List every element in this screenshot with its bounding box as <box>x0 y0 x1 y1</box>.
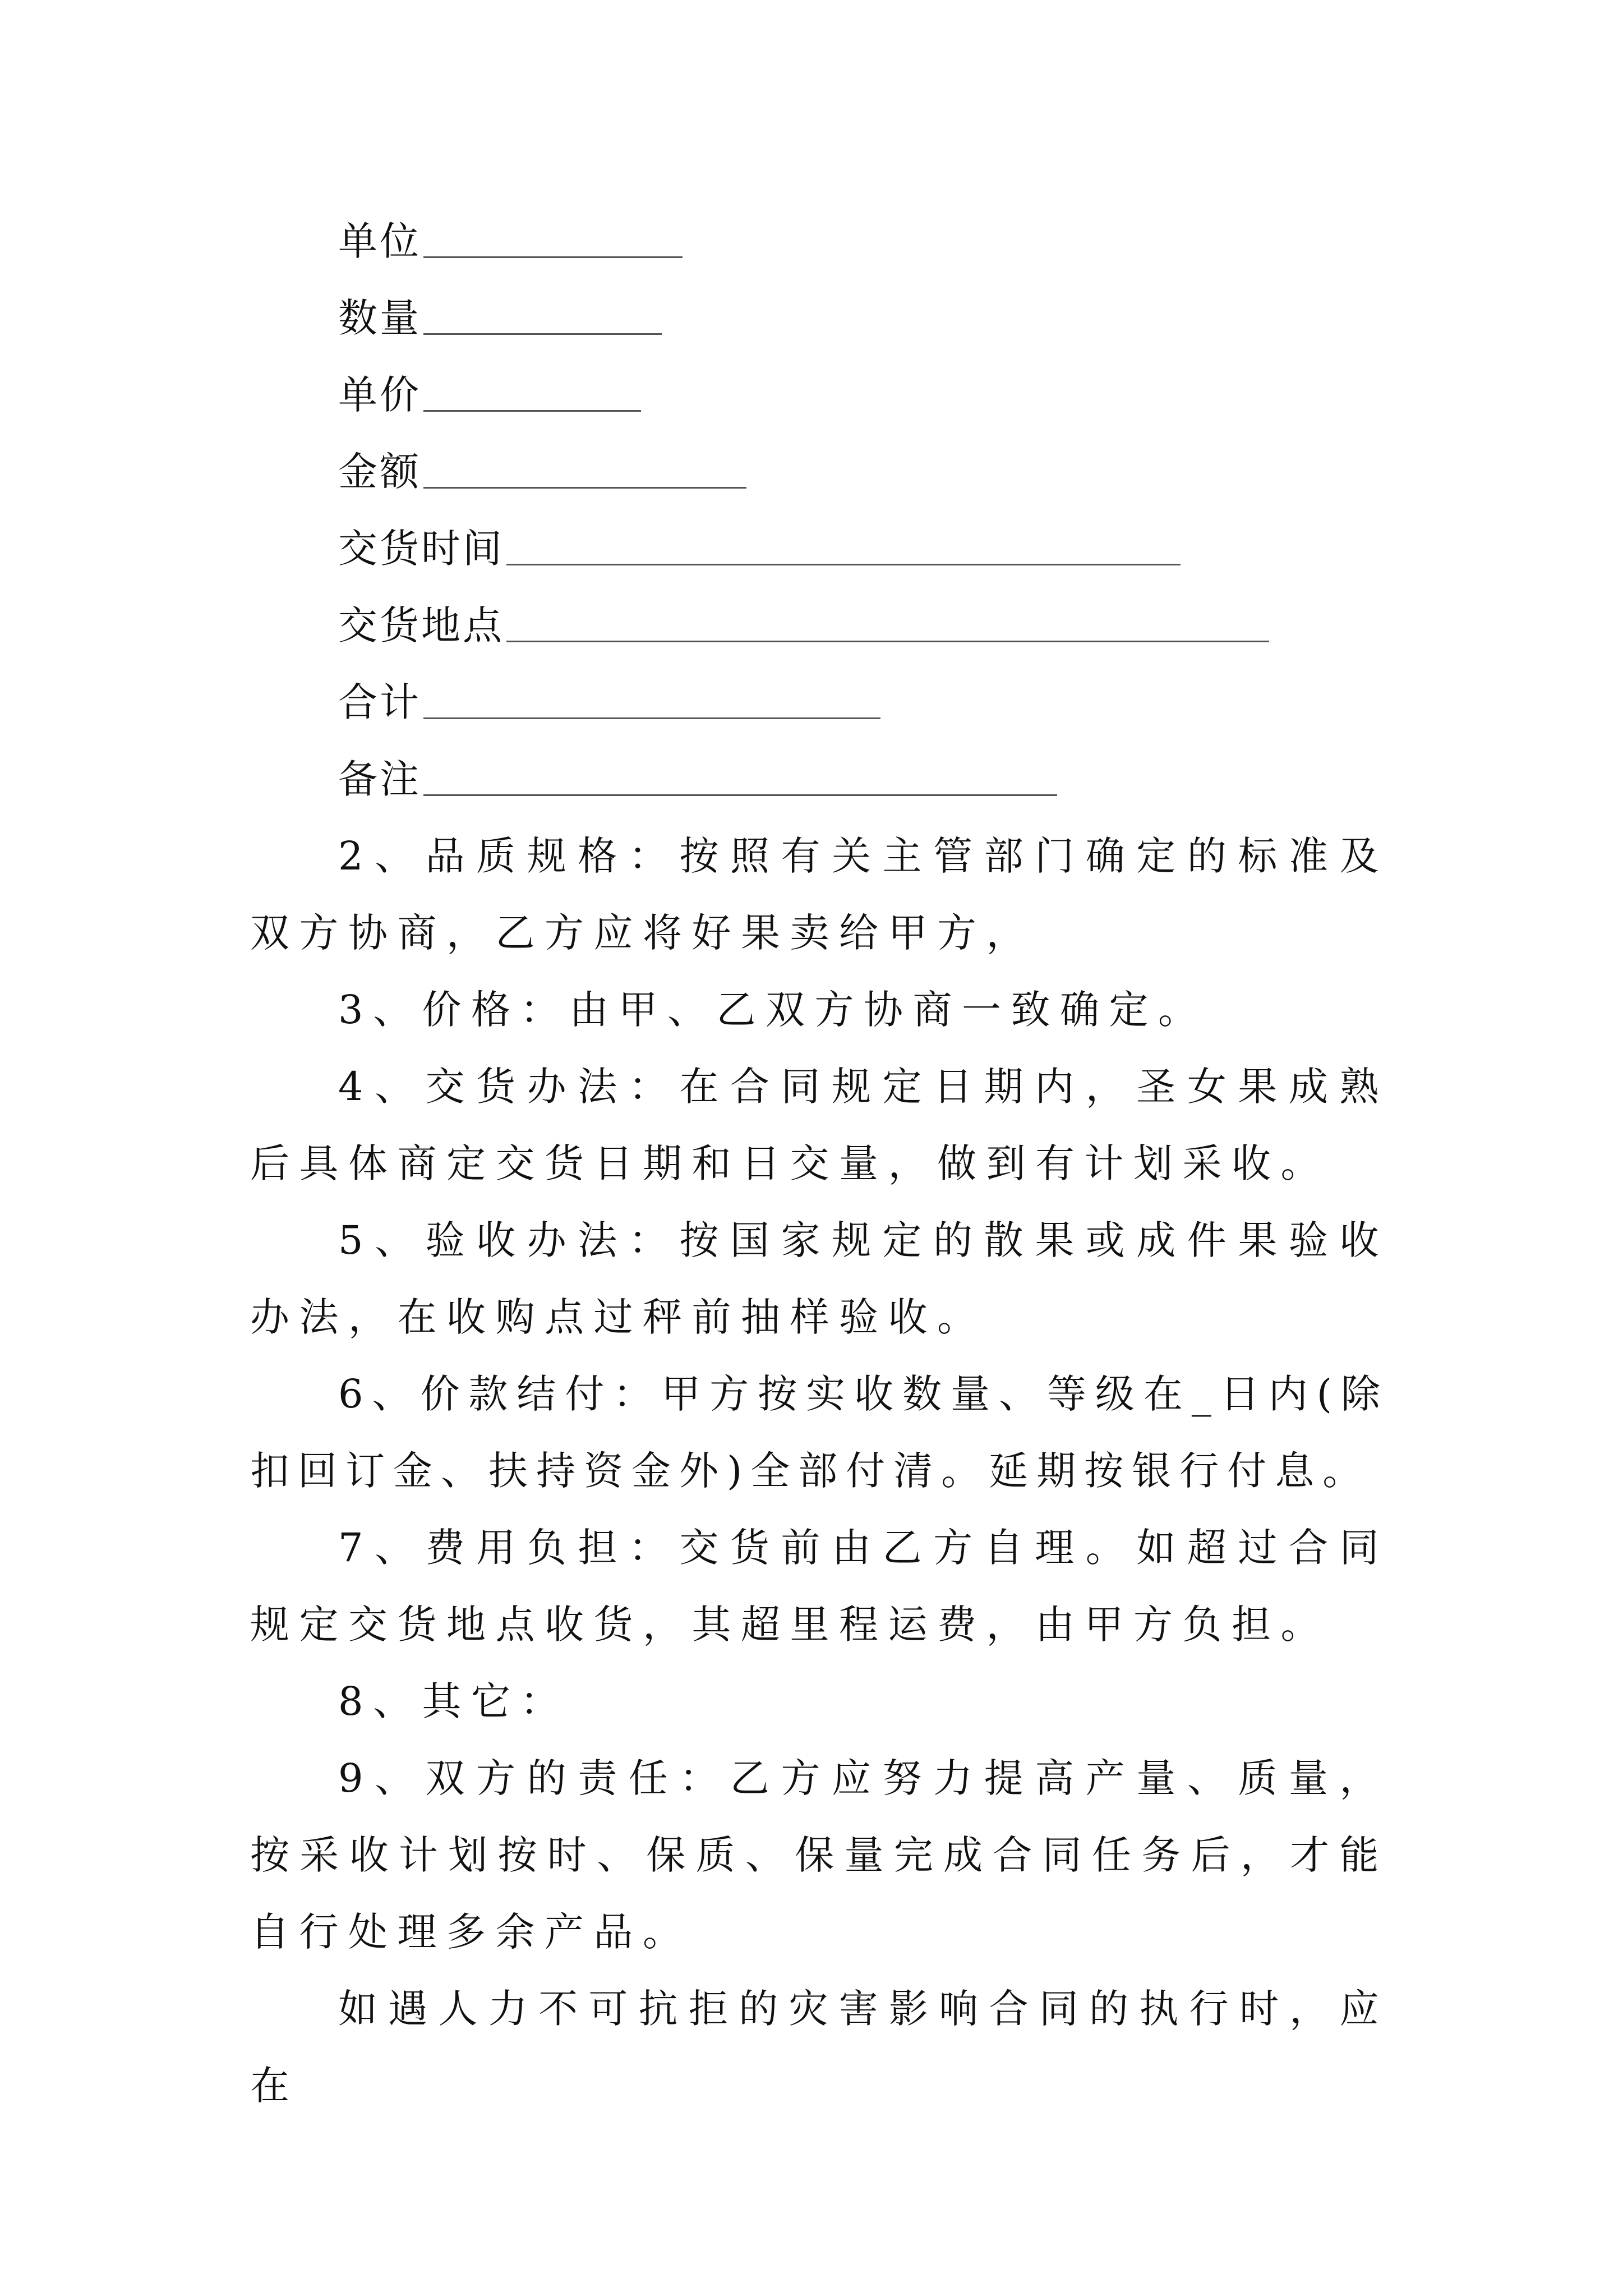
clause-delivery-method: 4、交货办法：在合同规定日期内，圣女果成熟后具体商定交货日期和日交量，做到有计划采收。 <box>250 1064 1389 1186</box>
clause-quality-spec: 2、品质规格：按照有关主管部门确定的标准及双方协商，乙方应将好果卖给甲方， <box>250 833 1389 956</box>
clause-price: 3、价格：由甲、乙双方协商一致确定。 <box>338 987 1207 1033</box>
blank-line <box>423 376 641 412</box>
field-quantity <box>250 280 1389 357</box>
field-label: 金额 <box>338 449 421 495</box>
field-label: 备注 <box>338 756 421 802</box>
field-label: 数量 <box>338 295 421 341</box>
blank-line <box>423 300 662 335</box>
clause-payment: 6、价款结付：甲方按实收数量、等级在_日内(除扣回订金、扶持资金外)全部付清。延期按银行付息。 <box>250 1371 1389 1494</box>
clause-costs: 7、费用负担：交货前由乙方自理。如超过合同规定交货地点收货，其超里程运费，由甲方负担。 <box>250 1525 1389 1648</box>
field-unit <box>250 203 1389 280</box>
field-unit-price <box>250 357 1389 434</box>
blank-line <box>423 684 880 719</box>
blank-line <box>423 453 746 489</box>
field-label: 交货时间 <box>338 526 504 572</box>
blank-line <box>423 223 683 258</box>
field-label: 单位 <box>338 218 421 264</box>
contract-content <box>250 203 1389 2124</box>
field-label: 单价 <box>338 372 421 418</box>
blank-line <box>423 761 1057 796</box>
field-delivery-place <box>250 587 1389 664</box>
field-label: 交货地点 <box>338 602 504 648</box>
field-total <box>250 664 1389 741</box>
clause-force-majeure: 如遇人力不可抗拒的灾害影响合同的执行时，应在 <box>250 1986 1389 2109</box>
field-amount <box>250 434 1389 510</box>
blank-line <box>506 530 1181 565</box>
field-remarks <box>250 741 1389 818</box>
blank-line <box>506 607 1269 642</box>
clause-acceptance-method: 5、验收办法：按国家规定的散果或成件果验收办法，在收购点过秤前抽样验收。 <box>250 1217 1389 1340</box>
field-label: 合计 <box>338 679 421 725</box>
clause-responsibilities: 9、双方的责任：乙方应努力提高产量、质量，按采收计划按时、保质、保量完成合同任务后，才能自行处理多余产品。 <box>250 1755 1389 1955</box>
clause-other: 8、其它： <box>338 1678 570 1724</box>
field-delivery-time <box>250 510 1389 587</box>
